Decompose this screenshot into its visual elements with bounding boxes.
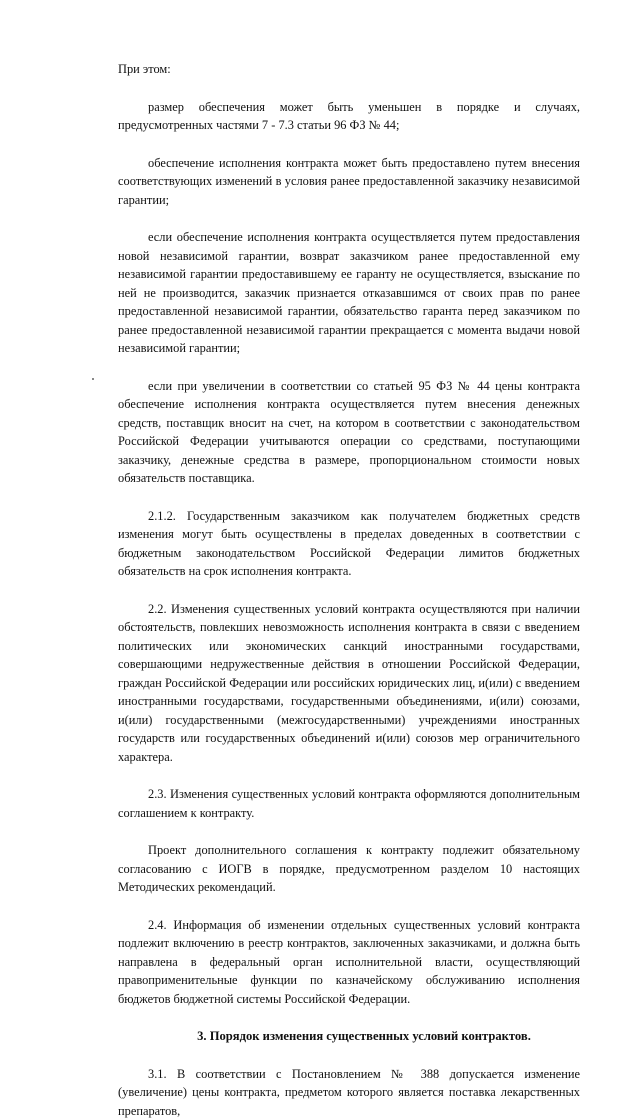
paragraph-draft-agreement: Проект дополнительного соглашения к контракту подлежит обязательному согласованию с ИОГВ в порядке, предусмотренном разделом 10 настоящих Методических рекомендаций. bbox=[118, 841, 580, 897]
paragraph-2-4: 2.4. Информация об изменении отдельных существенных условий контракта подлежит включению в реестр контрактов, заключенных заказчиками, и должна быть направлена в федеральный орган исполнительной власти, осуществляющий правоприменительные функции по казначейскому обслуживанию исполнения бюджетов бюджетной системы Российской Федерации. bbox=[118, 916, 580, 1009]
paragraph-2-1-2: 2.1.2. Государственным заказчиком как получателем бюджетных средств изменения могут быть осуществлены в пределах доведенных в соответствии с бюджетным законодательством Российской Федерации лимитов бюджетных обязательств на срок исполнения контракта. bbox=[118, 507, 580, 581]
margin-dot bbox=[92, 378, 94, 380]
paragraph-price-increase: если при увеличении в соответствии со статьей 95 ФЗ № 44 цены контракта обеспечение исполнения контракта осуществляется путем внесения денежных средств, поставщик вносит на счет, на котором в соответствии с законодательством Российской Федерации учитываются операции со средствами, поступающими заказчику, денежные средства в размере, пропорциональном стоимости новых обязательств поставщика. bbox=[118, 377, 580, 488]
section-heading: 3. Порядок изменения существенных условий контрактов. bbox=[118, 1027, 580, 1046]
paragraph-new-guarantee: если обеспечение исполнения контракта осуществляется путем предоставления новой независимой гарантии, возврат заказчиком ранее предоставленной ему независимой гарантии предоставившему ее гаранту не осуществляется, взыскание по ней не производится, заказчик признается отказавшимся от своих прав по ранее предоставленной независимой гарантии, обязательство гаранта перед заказчиком по ранее предоставленной независимой гарантии прекращается с момента выдачи новой независимой гарантии; bbox=[118, 228, 580, 358]
intro-text: При этом: bbox=[118, 60, 580, 79]
paragraph-3-1: 3.1. В соответствии с Постановлением № 388 допускается изменение (увеличение) цены контракта, предметом которого является поставка лекарственных препаратов, bbox=[118, 1065, 580, 1120]
paragraph-guarantee-reduction: размер обеспечения может быть уменьшен в порядке и случаях, предусмотренных частями 7 - 7.3 статьи 96 ФЗ № 44; bbox=[118, 98, 580, 135]
paragraph-2-3: 2.3. Изменения существенных условий контракта оформляются дополнительным соглашением к контракту. bbox=[118, 785, 580, 822]
paragraph-guarantee-changes: обеспечение исполнения контракта может быть предоставлено путем внесения соответствующих изменений в условия ранее предоставленной заказчику независимой гарантии; bbox=[118, 154, 580, 210]
paragraph-2-2: 2.2. Изменения существенных условий контракта осуществляются при наличии обстоятельств, повлекших невозможность исполнения контракта в связи с введением политических или экономических санкций иностранными государствами, совершающими недружественные действия в отношении Российской Федерации, граждан Российской Федерации или российских юридических лиц, и(или) с введением иностранными государствами, государственными объединениями, и(или) союзами, и(или) государственными (межгосударственными) учреждениями иностранных государств или государственных объединений и(или) союзов мер ограничительного характера. bbox=[118, 600, 580, 767]
